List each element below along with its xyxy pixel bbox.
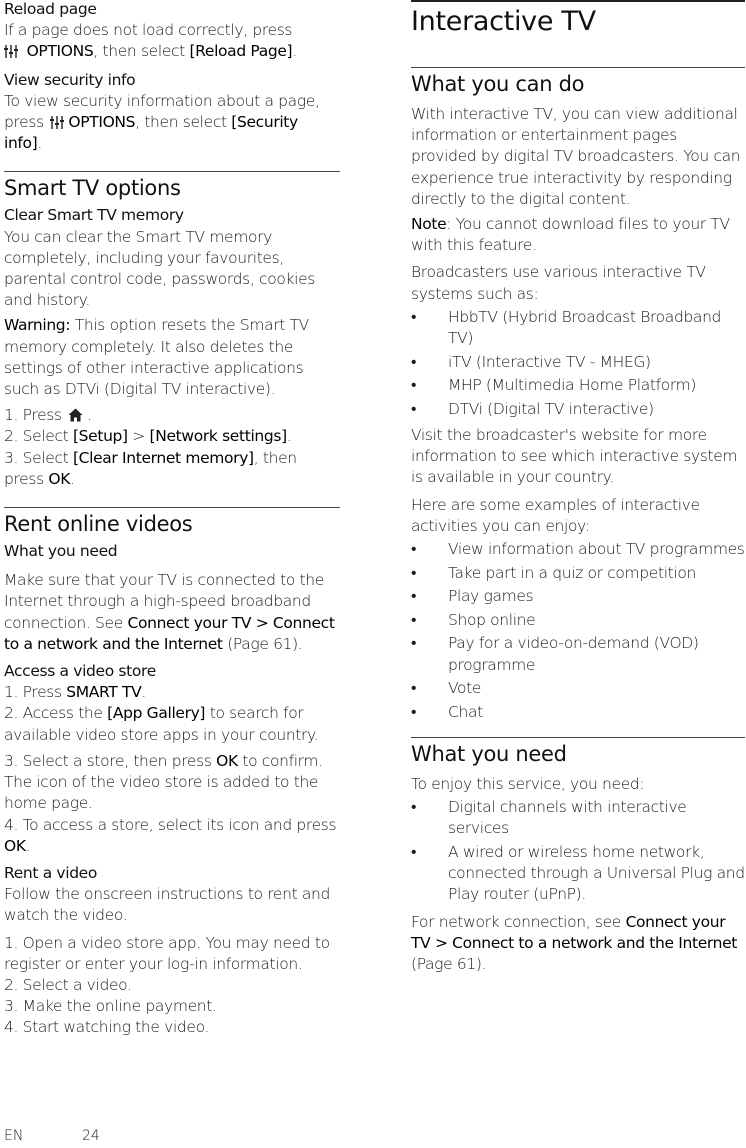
list-item: • A wired or wireless home network, connected through a Universal Plug and Play router (uPnP). — [411, 842, 745, 904]
page-footer — [4, 1128, 100, 1144]
rent-step-1: 1. Open a video store app. You may need to register or enter your log-in information. — [4, 933, 330, 973]
rent-video-title: Rent a video — [4, 863, 98, 882]
visit-broadcaster-text: Visit the broadcaster's website for more information to see which interactive system is available in your country. — [411, 426, 738, 487]
needs-list — [411, 797, 745, 905]
list-item: • Chat — [411, 702, 483, 721]
note-text: Note: You cannot download files to your TV with this feature. — [411, 215, 730, 255]
rent-online-videos-section — [4, 507, 340, 1038]
what-you-need-section — [411, 737, 745, 975]
left-column — [4, 0, 340, 1039]
smart-tv-options-heading: Smart TV options — [4, 176, 181, 201]
systems-list — [411, 307, 745, 420]
list-item: • MHP (Multimedia Home Platform) — [411, 376, 697, 395]
clear-memory-text: You can clear the Smart TV memory completely, including your favourites, parental control code, passwords, cookies and history. — [4, 227, 315, 310]
list-item: • Vote — [411, 679, 482, 698]
what-you-need-title: What you need — [4, 542, 118, 561]
clear-memory-title: Clear Smart TV memory — [4, 206, 184, 225]
rent-video-text: Follow the onscreen instructions to rent and watch the video. — [4, 885, 331, 925]
list-item: • Play games — [411, 587, 534, 606]
network-connection-text: For network connection, see Connect your TV > Connect to a network and the Internet (Page 61). — [411, 912, 738, 973]
connect-tv-link[interactable]: Connect your TV > Connect to a network and the Internet — [411, 912, 738, 952]
access-step-1: 1. Press SMART TV. — [4, 683, 146, 702]
security-info-title: View security info — [4, 70, 136, 89]
security-info-text: To view security information about a page, press OPTIONS, then select [Security info]. — [4, 91, 320, 153]
list-item: • Take part in a quiz or competition — [411, 563, 696, 582]
right-column — [411, 0, 745, 975]
access-step-4: 4. To access a store, select its icon and press OK. — [4, 815, 337, 855]
need-intro: To enjoy this service, you need: — [411, 774, 645, 793]
list-item: • Digital channels with interactive services — [411, 798, 687, 838]
step-1: 1. Press . — [4, 406, 92, 425]
page-number: 24 — [82, 1128, 100, 1144]
what-you-can-do-section — [411, 67, 745, 723]
list-item: • iTV (Interactive TV - MHEG) — [411, 352, 651, 371]
what-you-need-text: Make sure that your TV is connected to the Internet through a high-speed broadband connection. See Connect your TV > Connect to a network and the Internet (Page 61). — [4, 571, 335, 653]
footer-language: EN — [4, 1128, 24, 1144]
activities-intro: Here are some examples of interactive activities you can enjoy: — [411, 495, 700, 535]
list-item: • Shop online — [411, 610, 536, 629]
step-3: 3. Select [Clear Internet memory], then press OK. — [4, 448, 297, 488]
list-item: • DTVi (Digital TV interactive) — [411, 399, 654, 418]
access-step-3: 3. Select a store, then press OK to confirm. The icon of the video store is added to the home page. — [4, 751, 323, 813]
access-store-title: Access a video store — [4, 662, 156, 681]
rent-step-2: 2. Select a video. — [4, 975, 132, 994]
reload-page-text: If a page does not load correctly, press OPTIONS, then select [Reload Page]. — [4, 21, 297, 61]
reload-page-title: Reload page — [4, 0, 97, 18]
list-item: • Pay for a video-on-demand (VOD) programme — [411, 634, 699, 674]
rent-step-4: 4. Start watching the video. — [4, 1018, 210, 1037]
access-step-2: 2. Access the [App Gallery] to search for available video store apps in your country. — [4, 704, 319, 744]
list-item: • HbbTV (Hybrid Broadcast Broadband TV) — [411, 308, 722, 348]
what-you-can-do-heading: What you can do — [411, 72, 585, 96]
warning-text: Warning: This option resets the Smart TV memory completely. It also deletes the settings of other interactive applications such as DTVi (Digital TV interactive). — [4, 316, 309, 399]
list-item: • View information about TV programmes — [411, 540, 745, 559]
activities-list — [411, 539, 745, 722]
rent-online-videos-heading: Rent online videos — [4, 512, 193, 537]
connect-tv-link[interactable]: Connect your TV > Connect to a network and the Internet — [4, 613, 335, 653]
options-icon — [50, 116, 64, 129]
systems-intro: Broadcasters use various interactive TV systems such as: — [411, 263, 706, 303]
smart-tv-options-section — [4, 171, 340, 490]
home-icon — [68, 408, 83, 422]
rent-step-3: 3. Make the online payment. — [4, 997, 217, 1016]
interactive-tv-title: Interactive TV — [411, 0, 745, 40]
what-you-need-heading: What you need — [411, 741, 567, 766]
intro-paragraph: With interactive TV, you can view additional information or entertainment pages provided by digital TV broadcasters. You can experience true interactivity by responding directly to the digital content. — [411, 105, 741, 208]
options-icon — [4, 45, 18, 58]
step-2: 2. Select [Setup] > [Network settings]. — [4, 427, 292, 446]
